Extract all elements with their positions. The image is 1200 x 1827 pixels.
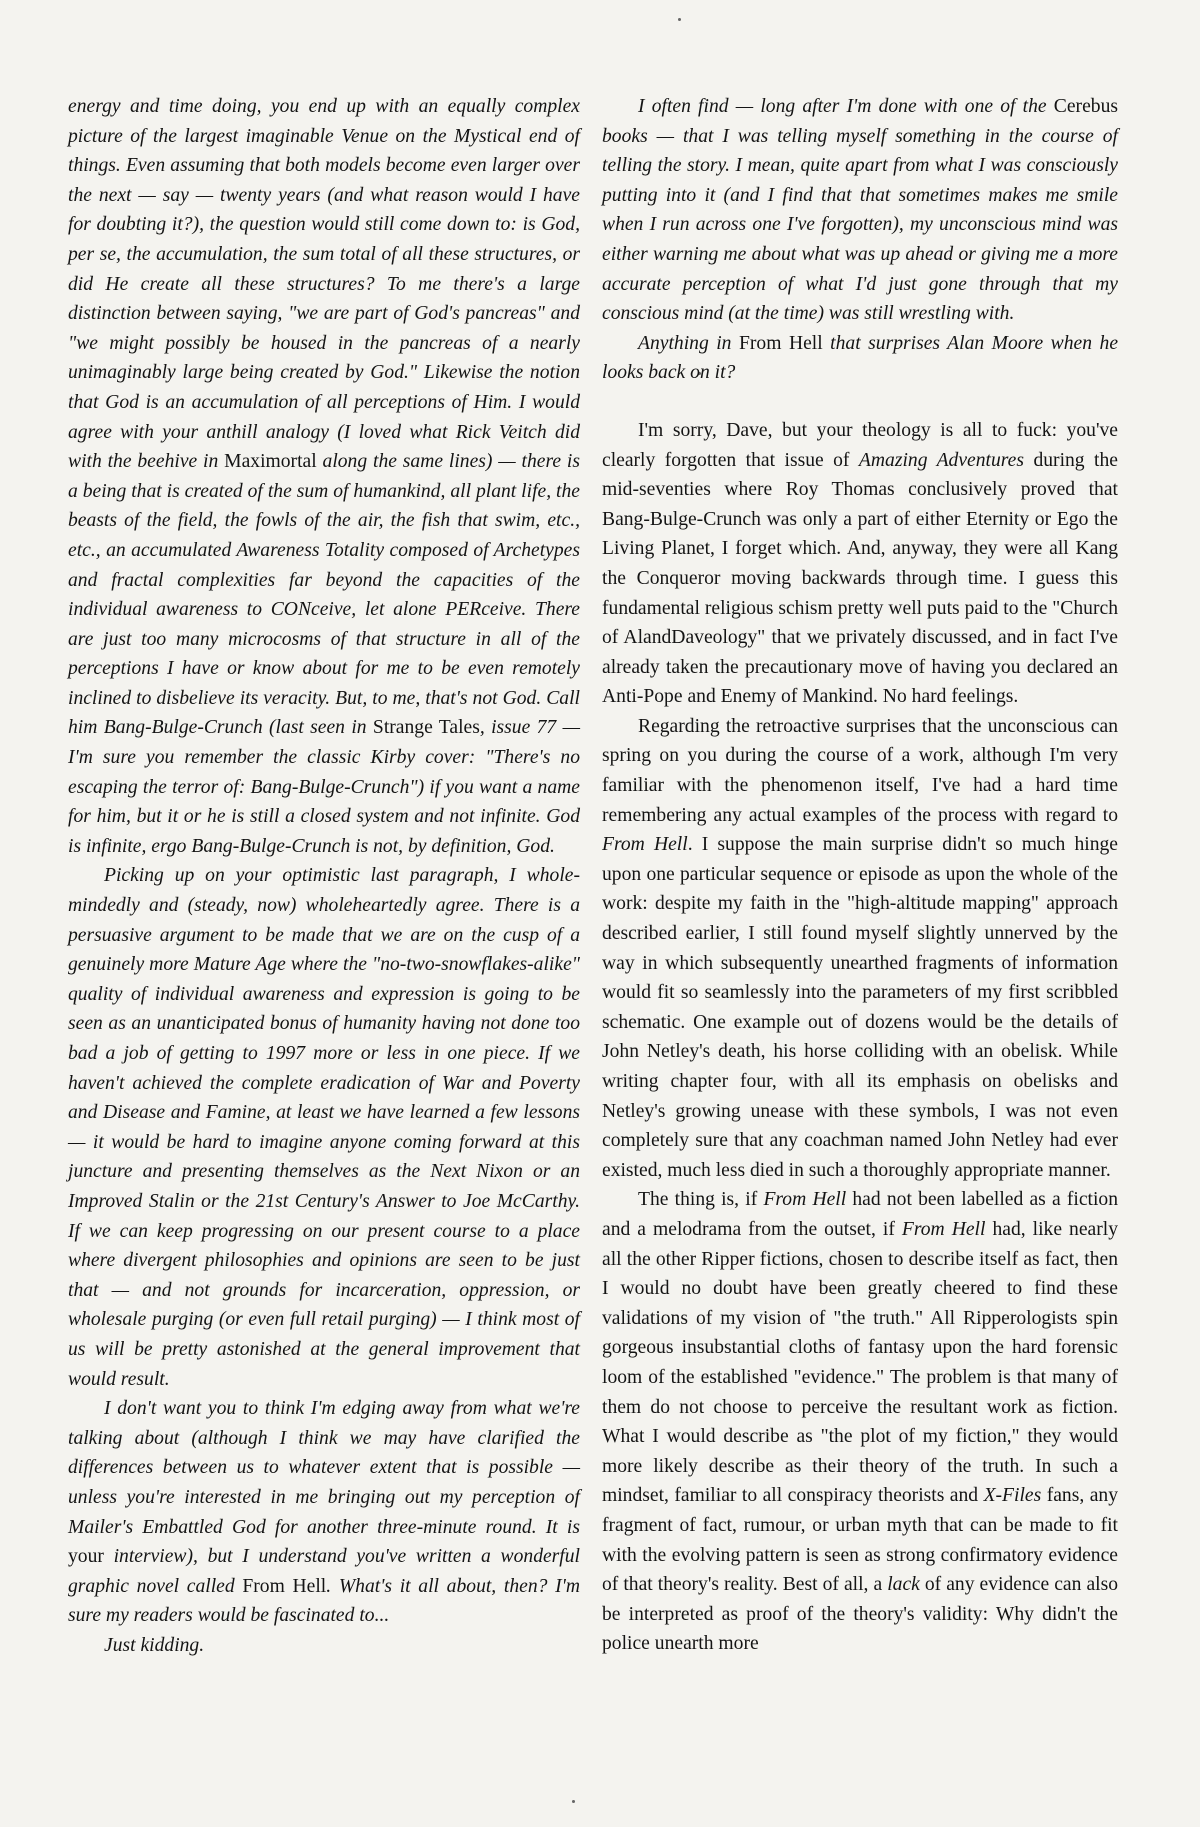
- paragraph: [602, 712, 1118, 1186]
- paragraph: [602, 1185, 1118, 1659]
- text-run: From Hell: [901, 1218, 986, 1240]
- text-run: interview), but I understand you've written a wonderful graphic novel called: [68, 1546, 580, 1597]
- text-run: that surprises Alan Moore when he looks back on it?: [602, 332, 1119, 384]
- text-run: From Hell: [763, 1189, 847, 1211]
- text-run: had not been labelled as a fiction and a melodrama from the outset, if: [602, 1189, 1118, 1240]
- text-run: From Hell: [242, 1575, 327, 1597]
- paragraph: [68, 1631, 580, 1661]
- print-speck: [572, 1800, 575, 1803]
- text-run: Maximortal: [224, 451, 317, 473]
- text-run: From Hell: [602, 834, 688, 856]
- text-run: books — that I was telling myself something in the course of telling the story. I mean, quite apart from what I was consciously putting into it (and I find that that sometimes makes me smile when I run across one I've forgotten), my unconscious mind was either warning me about what was up ahead or giving me a more accurate perception of what I'd just gone through that my conscious mind (at the time) was still wrestling with.: [602, 125, 1118, 325]
- text-run: energy and time doing, you end up with an equally complex picture of the largest imaginable Venue on the Mystical end of things. Even assuming that both models become even larger over the next — say — twenty years (and what reason would I have for doubting it?), the question would still come down to: is God, per se, the accumulation, the sum total of all these structures, or did He create all these structures? To me there's a large distinction between saying, "we are part of God's pancreas" and "we might possibly be housed in the pancreas of a nearly unimaginably large being created by God." Likewise the notion that God is an accumulation of all perceptions of Him. I would agree with your anthill analogy (I loved what Rick Veitch did with the beehive in: [68, 96, 580, 473]
- text-run: fans, any fragment of fact, rumour, or urban myth that can be made to fit with the evolving pattern is seen as strong confirmatory evidence of that theory's reality. Best of all, a: [602, 1485, 1118, 1596]
- text-run: The thing is, if: [638, 1189, 764, 1211]
- text-run: I often find — long after I'm done with one of the: [638, 96, 1054, 117]
- text-run: of any evidence can also be interpreted as proof of the theory's validity: Why didn't the police unearth more: [602, 1574, 1119, 1655]
- paragraph: [68, 92, 580, 861]
- text-run: X-Files: [983, 1485, 1042, 1507]
- text-run: Amazing Adventures: [858, 449, 1024, 471]
- paragraph: [68, 1394, 580, 1631]
- left-column: [68, 92, 580, 1660]
- text-run: Regarding the retroactive surprises that the unconscious can spring on you during the course of a work, although I'm very familiar with the phenomenon itself, I've had a hard time remembering any actual examples of the process with regard to: [602, 715, 1118, 826]
- text-run: . What's it all about, then? I'm sure my readers would be fascinated to...: [68, 1575, 580, 1627]
- paragraph: [602, 329, 1118, 388]
- paragraph: [602, 416, 1118, 712]
- text-run: , issue 77 — I'm sure you remember the classic Kirby cover: "There's no escaping the terror of: Bang-Bulge-Crunch") if you want a name for him, but it or he is still a closed system and not infinite. God is infinite, ergo Bang-Bulge-Crunch is not, by definition, God.: [68, 717, 580, 857]
- text-run: your: [68, 1546, 104, 1568]
- print-speck: [678, 18, 681, 21]
- text-run: I don't want you to think I'm edging away from what we're talking about (although I think we may have clarified the differences between us to whatever extent that is possible — unless you're interested in me bringing out my perception of Mailer's Embattled God for another three-minute round. It is: [68, 1398, 580, 1538]
- text-run: Picking up on your optimistic last paragraph, I whole-mindedly and (steady, now) wholeheartedly agree. There is a persuasive argument to be made that we are on the cusp of a genuinely more Mature Age where the "no-two-snowflakes-alike" quality of individual awareness and expression is going to be seen as an unanticipated bonus of humanity having not done too bad a job of getting to 1997 more or less in one piece. If we haven't achieved the complete eradication of War and Poverty and Disease and Famine, at least we have learned a few lessons — it would be hard to imagine anyone coming forward at this juncture and presenting themselves as the Next Nixon or an Improved Stalin or the 21st Century's Answer to Joe McCarthy. If we can keep progressing on our present course to a place where divergent philosophies and opinions are seen to be just that — and not grounds for incarceration, oppression, or wholesale purging (or even full retail purging) — I think most of us will be pretty astonished at the general improvement that would result.: [68, 865, 580, 1390]
- right-column: [602, 92, 1118, 1659]
- text-run: Anything in: [638, 332, 739, 354]
- text-run: From Hell: [738, 332, 823, 354]
- text-run: Strange Tales: [372, 717, 480, 739]
- text-run: lack: [887, 1574, 920, 1596]
- text-run: Just kidding.: [104, 1634, 205, 1656]
- paragraph: [602, 92, 1118, 329]
- text-run: . I suppose the main surprise didn't so much hinge upon one particular sequence or episode as upon the whole of the work: despite my faith in the "high-altitude mapping" approach described earlier, I still found myself slightly unnerved by the way in which subsequently unearthed fragments of information would fit so seamlessly into the parameters of my first scribbled schematic. One example out of dozens would be the details of John Netley's death, his horse colliding with an obelisk. While writing chapter four, with all its emphasis on obelisks and Netley's growing unease with these symbols, I was not even completely sure that any coachman named John Netley had ever existed, much less died in such a thoroughly appropriate manner.: [602, 834, 1118, 1181]
- text-run: Cerebus: [1053, 96, 1118, 117]
- text-run: I'm sorry, Dave, but your theology is all to fuck: you've clearly forgotten that issue of: [602, 419, 1118, 471]
- text-run: during the mid-seventies where Roy Thomas conclusively proved that Bang-Bulge-Crunch was only a part of either Eternity or Ego the Living Planet, I forget which. And, anyway, they were all Kang the Conqueror moving backwards through time. I guess this fundamental religious schism pretty well puts paid to the "Church of AlandDaveology" that we privately discussed, and in fact I've already taken the precautionary move of having you declared an Anti-Pope and Enemy of Mankind. No hard feelings.: [602, 449, 1118, 708]
- text-run: had, like nearly all the other Ripper fictions, chosen to describe itself as fact, then I would no doubt have been greatly cheered to find these validations of my vision of "the truth." All Ripperologists spin gorgeous insubstantial cloths of fantasy upon the hard forensic loom of the established "evidence." The problem is that many of them do not choose to perceive the resultant work as fiction. What I would describe as "the plot of my fiction," they would more likely describe as their theory of the truth. In such a mindset, familiar to all conspiracy theorists and: [602, 1218, 1118, 1507]
- paragraph: [68, 861, 580, 1394]
- text-run: along the same lines) — there is a being that is created of the sum of humankind, all plant life, the beasts of the field, the fowls of the air, the fish that swim, etc., etc., an accumulated Awareness Totality composed of Archetypes and fractal complexities far beyond the capacities of the individual awareness to CONceive, let alone PERceive. There are just too many microcosms of that structure in all of the perceptions I have or know about for me to be even remotely inclined to disbelieve its veracity. But, to me, that's not God. Call him Bang-Bulge-Crunch (last seen in: [68, 451, 580, 739]
